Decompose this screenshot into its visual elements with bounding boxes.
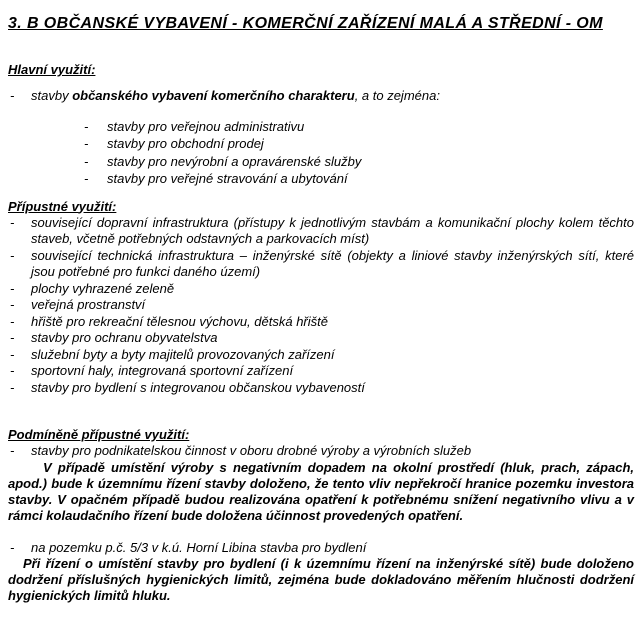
- list-item: [8, 170, 634, 188]
- section-heading-podminene-pripustne-vyuziti: Podmíněně přípustné využití:: [8, 427, 190, 442]
- list-item-text: [31, 88, 440, 103]
- list-item: [8, 363, 634, 380]
- section-heading-pripustne-vyuziti: Přípustné využití:: [8, 198, 117, 214]
- pripustne-list: [8, 215, 634, 397]
- list-item: [8, 443, 634, 460]
- list-dash: -: [10, 379, 15, 395]
- list-dash: -: [10, 88, 15, 103]
- list-item: [8, 135, 634, 153]
- section-heading-hlavni-vyuziti: Hlavní využití:: [8, 62, 96, 77]
- list-item-text: sportovní haly, integrovaná sportovní zařízení: [31, 363, 294, 378]
- list-item-text: služební byty a byty majitelů provozovaných zařízení: [31, 346, 335, 362]
- list-dash: -: [10, 346, 15, 362]
- list-item-text: stavby pro veřejné stravování a ubytování: [107, 171, 348, 186]
- list-item: [8, 540, 634, 557]
- list-dash: -: [10, 247, 15, 263]
- list-item-text: stavby pro bydlení s integrovanou občanskou vybaveností: [31, 379, 365, 395]
- document-title: 3. B OBČANSKÉ VYBAVENÍ - KOMERČNÍ ZAŘÍZENÍ MALÁ A STŘEDNÍ - OM: [8, 15, 603, 32]
- list-item: [8, 347, 634, 364]
- list-dash: -: [10, 539, 15, 555]
- list-item-text: veřejná prostranství: [31, 297, 146, 312]
- list-item-text: plochy vyhrazené zeleně: [31, 280, 175, 296]
- hlavni-sublist: [8, 118, 634, 188]
- list-item-text: na pozemku p.č. 5/3 v k.ú. Horní Libina stavba pro bydlení: [31, 539, 367, 555]
- list-dash: -: [10, 313, 15, 329]
- list-item-text: související technická infrastruktura – inženýrské sítě (objekty a liniové stavby inženýrských sítí, které jsou potřebné pro funkci daného území): [31, 247, 634, 279]
- list-item-hlavni: [8, 88, 634, 105]
- list-item-text-suffix: , a to zejména:: [354, 88, 440, 103]
- list-dash: -: [10, 363, 15, 378]
- list-item: [8, 297, 634, 314]
- list-item: [8, 248, 634, 281]
- conditional-note-production: V případě umístění výroby s negativním dopadem na okolní prostředí (hluk, prach, zápach, apod.) bude k územnímu řízení stavby doloženo, že tento vliv nepřekročí hranice pozemku investora stavby. V opačném případě budou realizována opatření k potřebnému snížení negativního vlivu a v rámci kolaudačního řízení bude doložena účinnost provedených opatření.: [8, 459, 634, 523]
- list-dash: -: [10, 280, 15, 296]
- list-dash: -: [10, 297, 15, 312]
- list-item-text: stavby pro ochranu obyvatelstva: [31, 330, 218, 345]
- list-item: [8, 314, 634, 331]
- list-item-text: stavby pro veřejnou administrativu: [107, 118, 305, 134]
- list-dash: -: [84, 118, 89, 134]
- list-item-text: stavby pro nevýrobní a opravárenské služby: [107, 153, 362, 169]
- list-item: [8, 330, 634, 347]
- list-dash: -: [84, 153, 89, 169]
- list-item: [8, 215, 634, 248]
- list-dash: -: [10, 330, 15, 345]
- list-item-text-bold: občanského vybavení komerčního charakteru: [72, 88, 355, 103]
- list-item: [8, 380, 634, 397]
- list-item: [8, 153, 634, 171]
- list-item-text-prefix: stavby: [31, 88, 73, 103]
- list-item: [8, 118, 634, 136]
- list-item-text: stavby pro obchodní prodej: [107, 136, 264, 151]
- list-dash: -: [84, 171, 89, 186]
- list-dash: -: [10, 443, 15, 458]
- list-dash: -: [10, 214, 15, 230]
- list-item-text: stavby pro podnikatelskou činnost v oboru drobné výroby a výrobních služeb: [31, 443, 472, 458]
- list-item-text: související dopravní infrastruktura (přístupy k jednotlivým stavbám a komunikační plochy kolem těchto staveb, včetně potřebných odstavných a parkovacích míst): [31, 214, 634, 246]
- list-item-text: hřiště pro rekreační tělesnou výchovu, dětská hřiště: [31, 313, 328, 329]
- conditional-note-housing: Při řízení o umístění stavby pro bydlení (i k územnímu řízení na inženýrské sítě) bude doloženo dodržení příslušných hygienických limitů, zejména bude dokladováno měřením hlučnosti dodržení hygienických limitů hluku.: [8, 556, 634, 603]
- list-item: [8, 281, 634, 298]
- list-dash: -: [84, 136, 89, 151]
